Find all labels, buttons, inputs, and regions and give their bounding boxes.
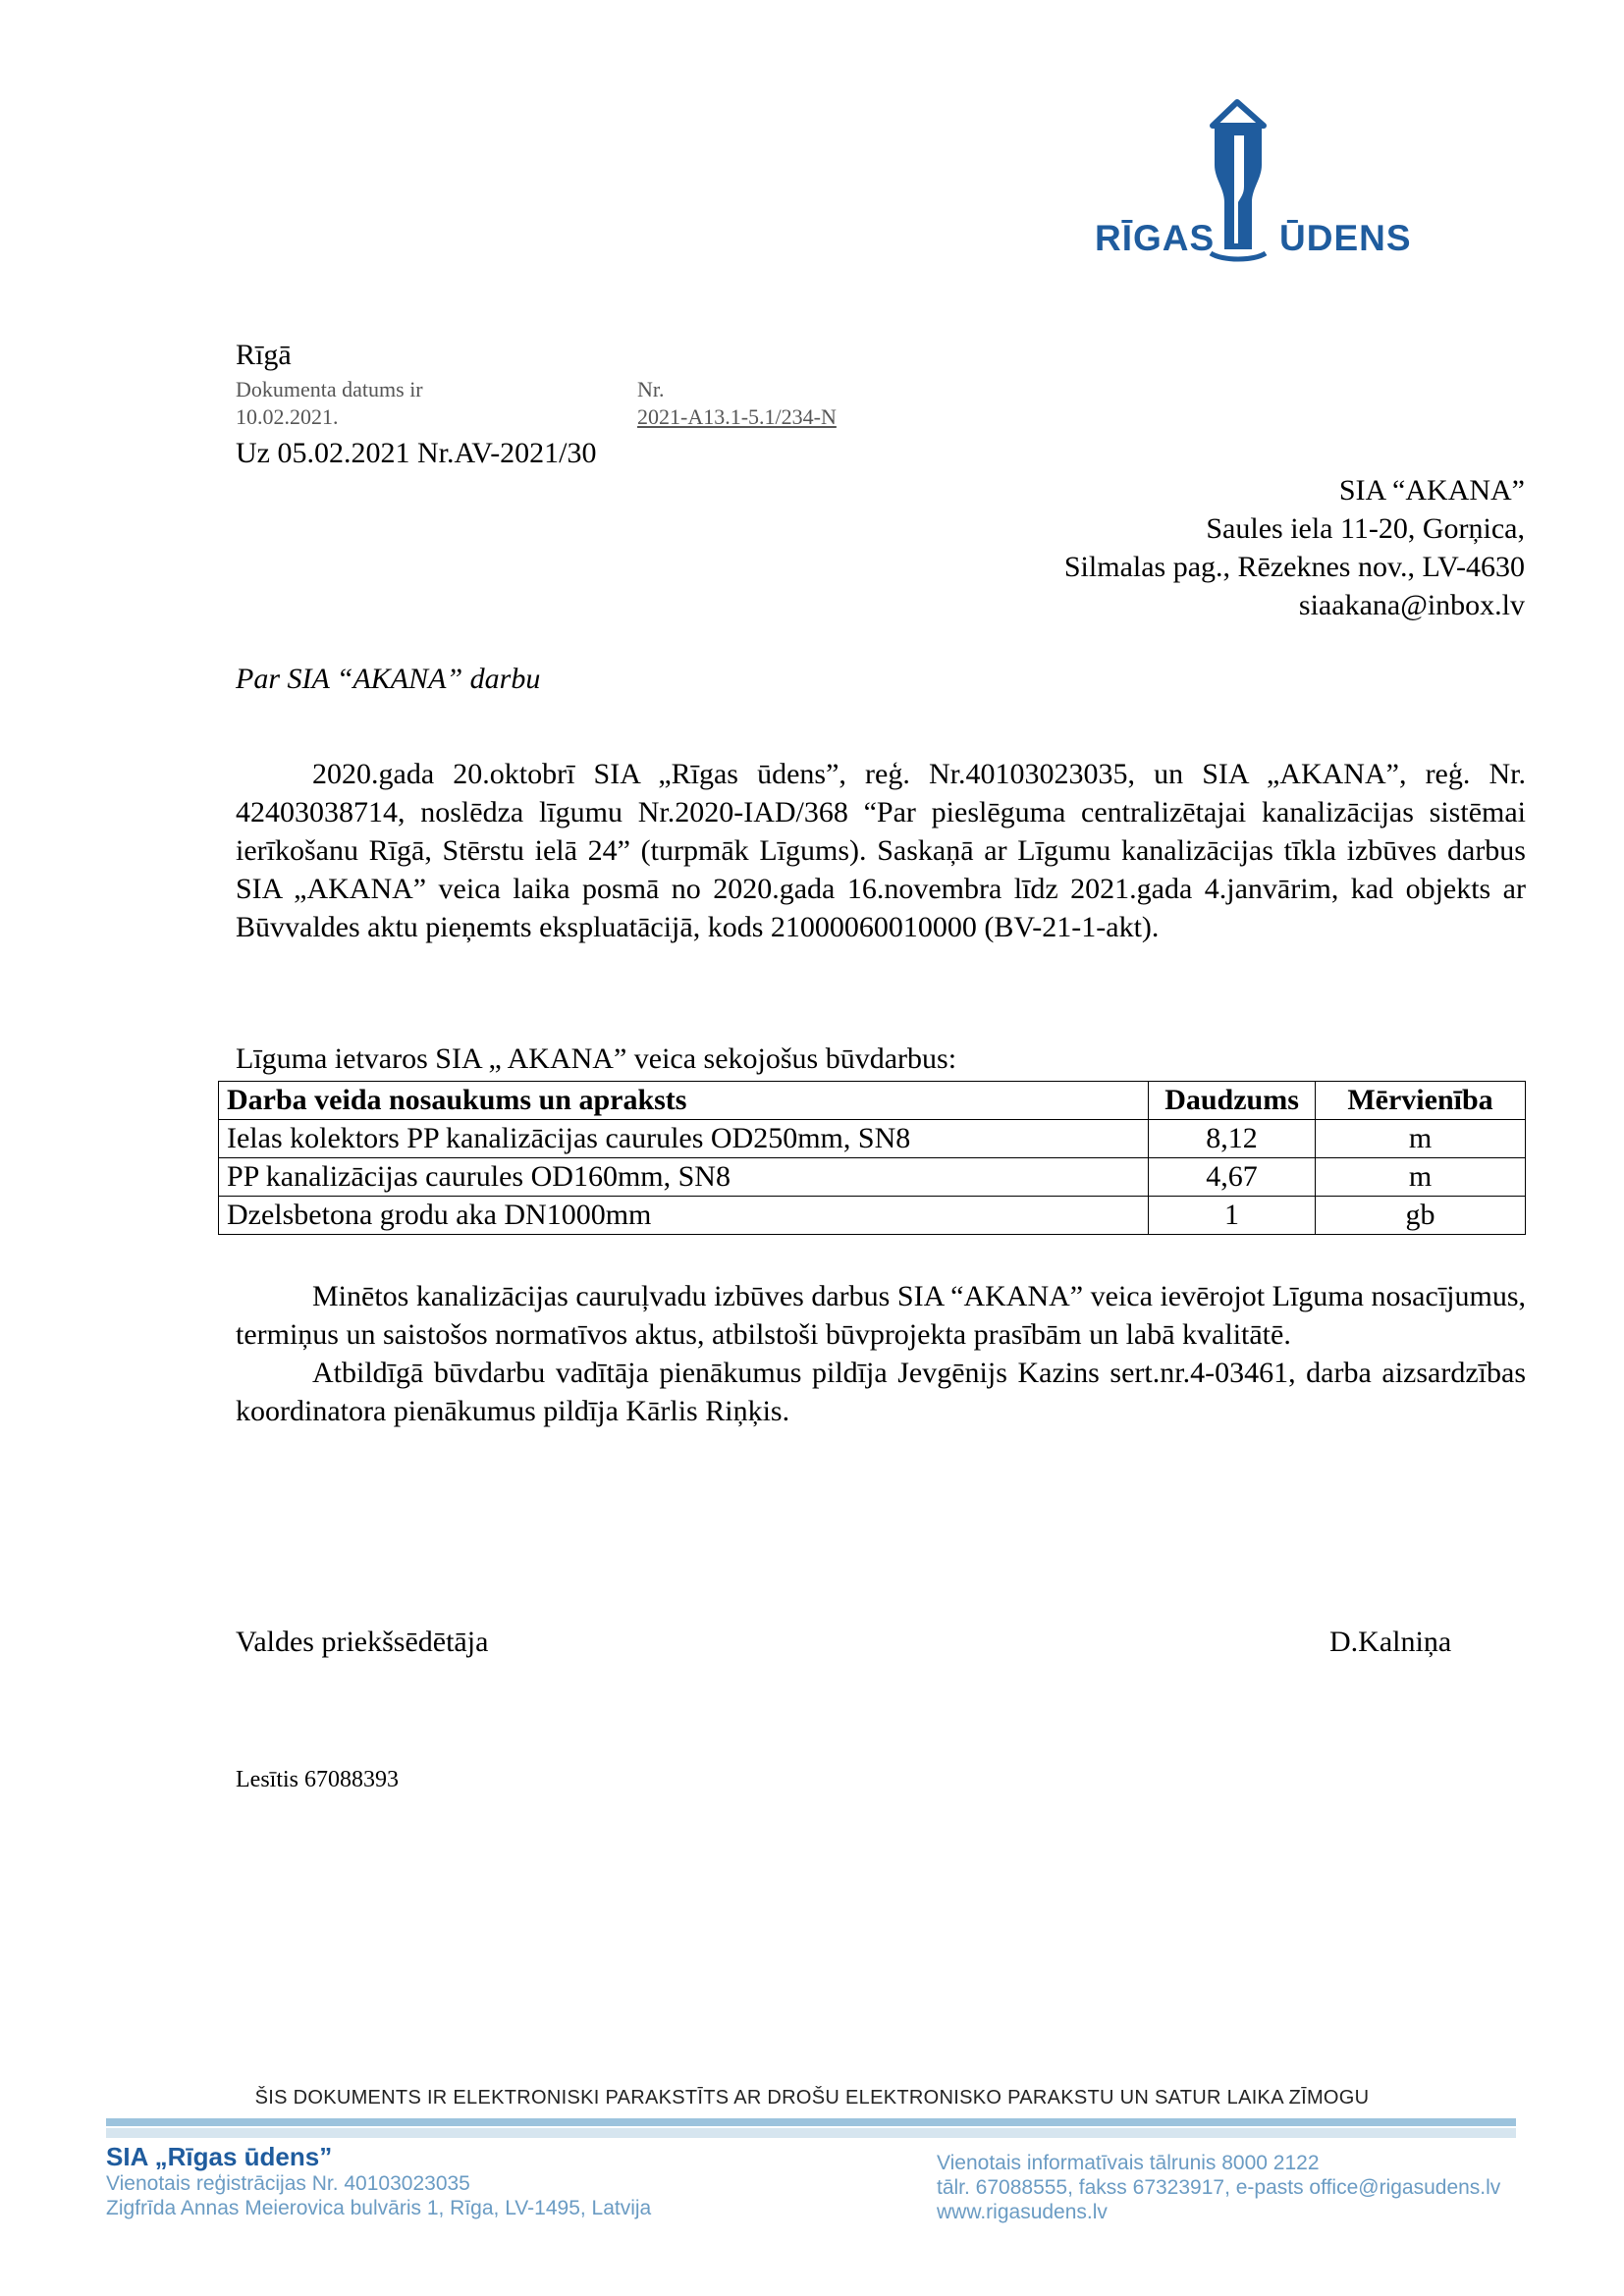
footer-divider — [106, 2118, 1516, 2126]
city: Rīgā — [236, 339, 292, 371]
subject: Par SIA “AKANA” darbu — [236, 663, 541, 695]
row-unit: gb — [1316, 1197, 1526, 1235]
row-quantity: 4,67 — [1149, 1158, 1316, 1197]
recipient-name: SIA “AKANA” — [1338, 474, 1525, 507]
date-value: 10.02.2021. — [236, 404, 339, 429]
date-label: Dokumenta datums ir — [236, 377, 423, 401]
table-row — [219, 1158, 1526, 1197]
footer-phone: Vienotais informatīvais tālrunis 8000 2122 — [937, 2152, 1320, 2174]
signature-role: Valdes priekšsēdētāja — [236, 1626, 489, 1658]
author-contact: Lesītis 67088393 — [236, 1767, 399, 1792]
row-description: Ielas kolektors PP kanalizācijas caurules OD250mm, SN8 — [219, 1120, 1149, 1158]
header-quantity: Daudzums — [1149, 1082, 1316, 1120]
header-unit: Mērvienība — [1316, 1082, 1526, 1120]
paragraph-text: 2020.gada 20.oktobrī SIA „Rīgas ūdens”, reģ. Nr.40103023035, un SIA „AKANA”, reģ. Nr. 42403038714, noslēdza līgumu Nr.2020-IAD/368 “Par pieslēguma centralizētajai kanalizācijas sistēmai ierīkošanu Rīgā, Stērstu ielā 24” (turpmāk Līgums). Saskaņā ar Līgumu kanalizācijas tīkla izbūves darbus SIA „AKANA” veica laika posmā no 2020.gada 16.novembra līdz 2021.gada 4.janvārim, kad objekts ar Būvvaldes aktu pieņemts ekspluatācijā, kods 21000060010000 (BV-21-1-akt). — [236, 758, 1526, 943]
paragraph-text: Atbildīgā būvdarbu vadītāja pienākumus pildīja Jevgēnijs Kazins sert.nr.4-03461, darba aizsardzības koordinatora pienākumus pildīja Kārlis Riņķis. — [236, 1357, 1526, 1427]
logo-text-right: ŪDENS — [1279, 218, 1412, 258]
e-signature-notice: ŠIS DOKUMENTS IR ELEKTRONISKI PARAKSTĪTS AR DROŠU ELEKTRONISKO PARAKSTU UN SATUR LAIKA ZĪMOGU — [254, 2087, 1370, 2109]
works-table — [218, 1081, 1526, 1235]
nr-label: Nr. — [637, 377, 665, 401]
company-logo — [1095, 96, 1419, 263]
footer-contacts: tālr. 67088555, fakss 67323917, e-pasts office@rigasudens.lv — [937, 2176, 1501, 2199]
table-intro: Līguma ietvaros SIA „ AKANA” veica sekojošus būvdarbus: — [236, 1042, 957, 1075]
nr-value: 2021-A13.1-5.1/234-N — [637, 404, 837, 429]
reference: Uz 05.02.2021 Nr.AV-2021/30 — [236, 437, 597, 469]
footer-company-info — [106, 2142, 651, 2220]
row-quantity: 8,12 — [1149, 1120, 1316, 1158]
footer-company-name: SIA „Rīgas ūdens” — [106, 2142, 333, 2171]
table-row — [219, 1120, 1526, 1158]
body-paragraph-2 — [236, 1277, 1526, 1430]
footer-registration: Vienotais reģistrācijas Nr. 40103023035 — [106, 2172, 470, 2195]
recipient-address-1: Saules iela 11-20, Gorņica, — [1206, 512, 1525, 545]
row-description: PP kanalizācijas caurules OD160mm, SN8 — [219, 1158, 1149, 1197]
footer-divider-light — [106, 2128, 1516, 2138]
row-unit: m — [1316, 1158, 1526, 1197]
signature-name: D.Kalniņa — [1329, 1626, 1452, 1658]
body-paragraph-1 — [236, 755, 1526, 946]
recipient-block — [1064, 471, 1525, 624]
footer-website[interactable]: www.rigasudens.lv — [937, 2201, 1108, 2223]
table-header-row — [219, 1082, 1526, 1120]
paragraph-text: Minētos kanalizācijas cauruļvadu izbūves darbus SIA “AKANA” veica ievērojot Līguma nosacījumus, termiņus un saistošos normatīvos aktus, atbilstoši būvprojekta prasībām un labā kvalitātē. — [236, 1280, 1526, 1351]
table-row — [219, 1197, 1526, 1235]
logo-text-left: RĪGAS — [1095, 218, 1216, 258]
row-unit: m — [1316, 1120, 1526, 1158]
row-quantity: 1 — [1149, 1197, 1316, 1235]
recipient-address-2: Silmalas pag., Rēzeknes nov., LV-4630 — [1063, 551, 1525, 583]
row-description: Dzelsbetona grodu aka DN1000mm — [219, 1197, 1149, 1235]
footer-contact-info — [937, 2151, 1500, 2224]
footer-address: Zigfrīda Annas Meierovica bulvāris 1, Rīga, LV-1495, Latvija — [106, 2197, 652, 2219]
recipient-email: siaakana@inbox.lv — [1298, 589, 1525, 621]
header-description: Darba veida nosaukums un apraksts — [219, 1082, 1149, 1120]
